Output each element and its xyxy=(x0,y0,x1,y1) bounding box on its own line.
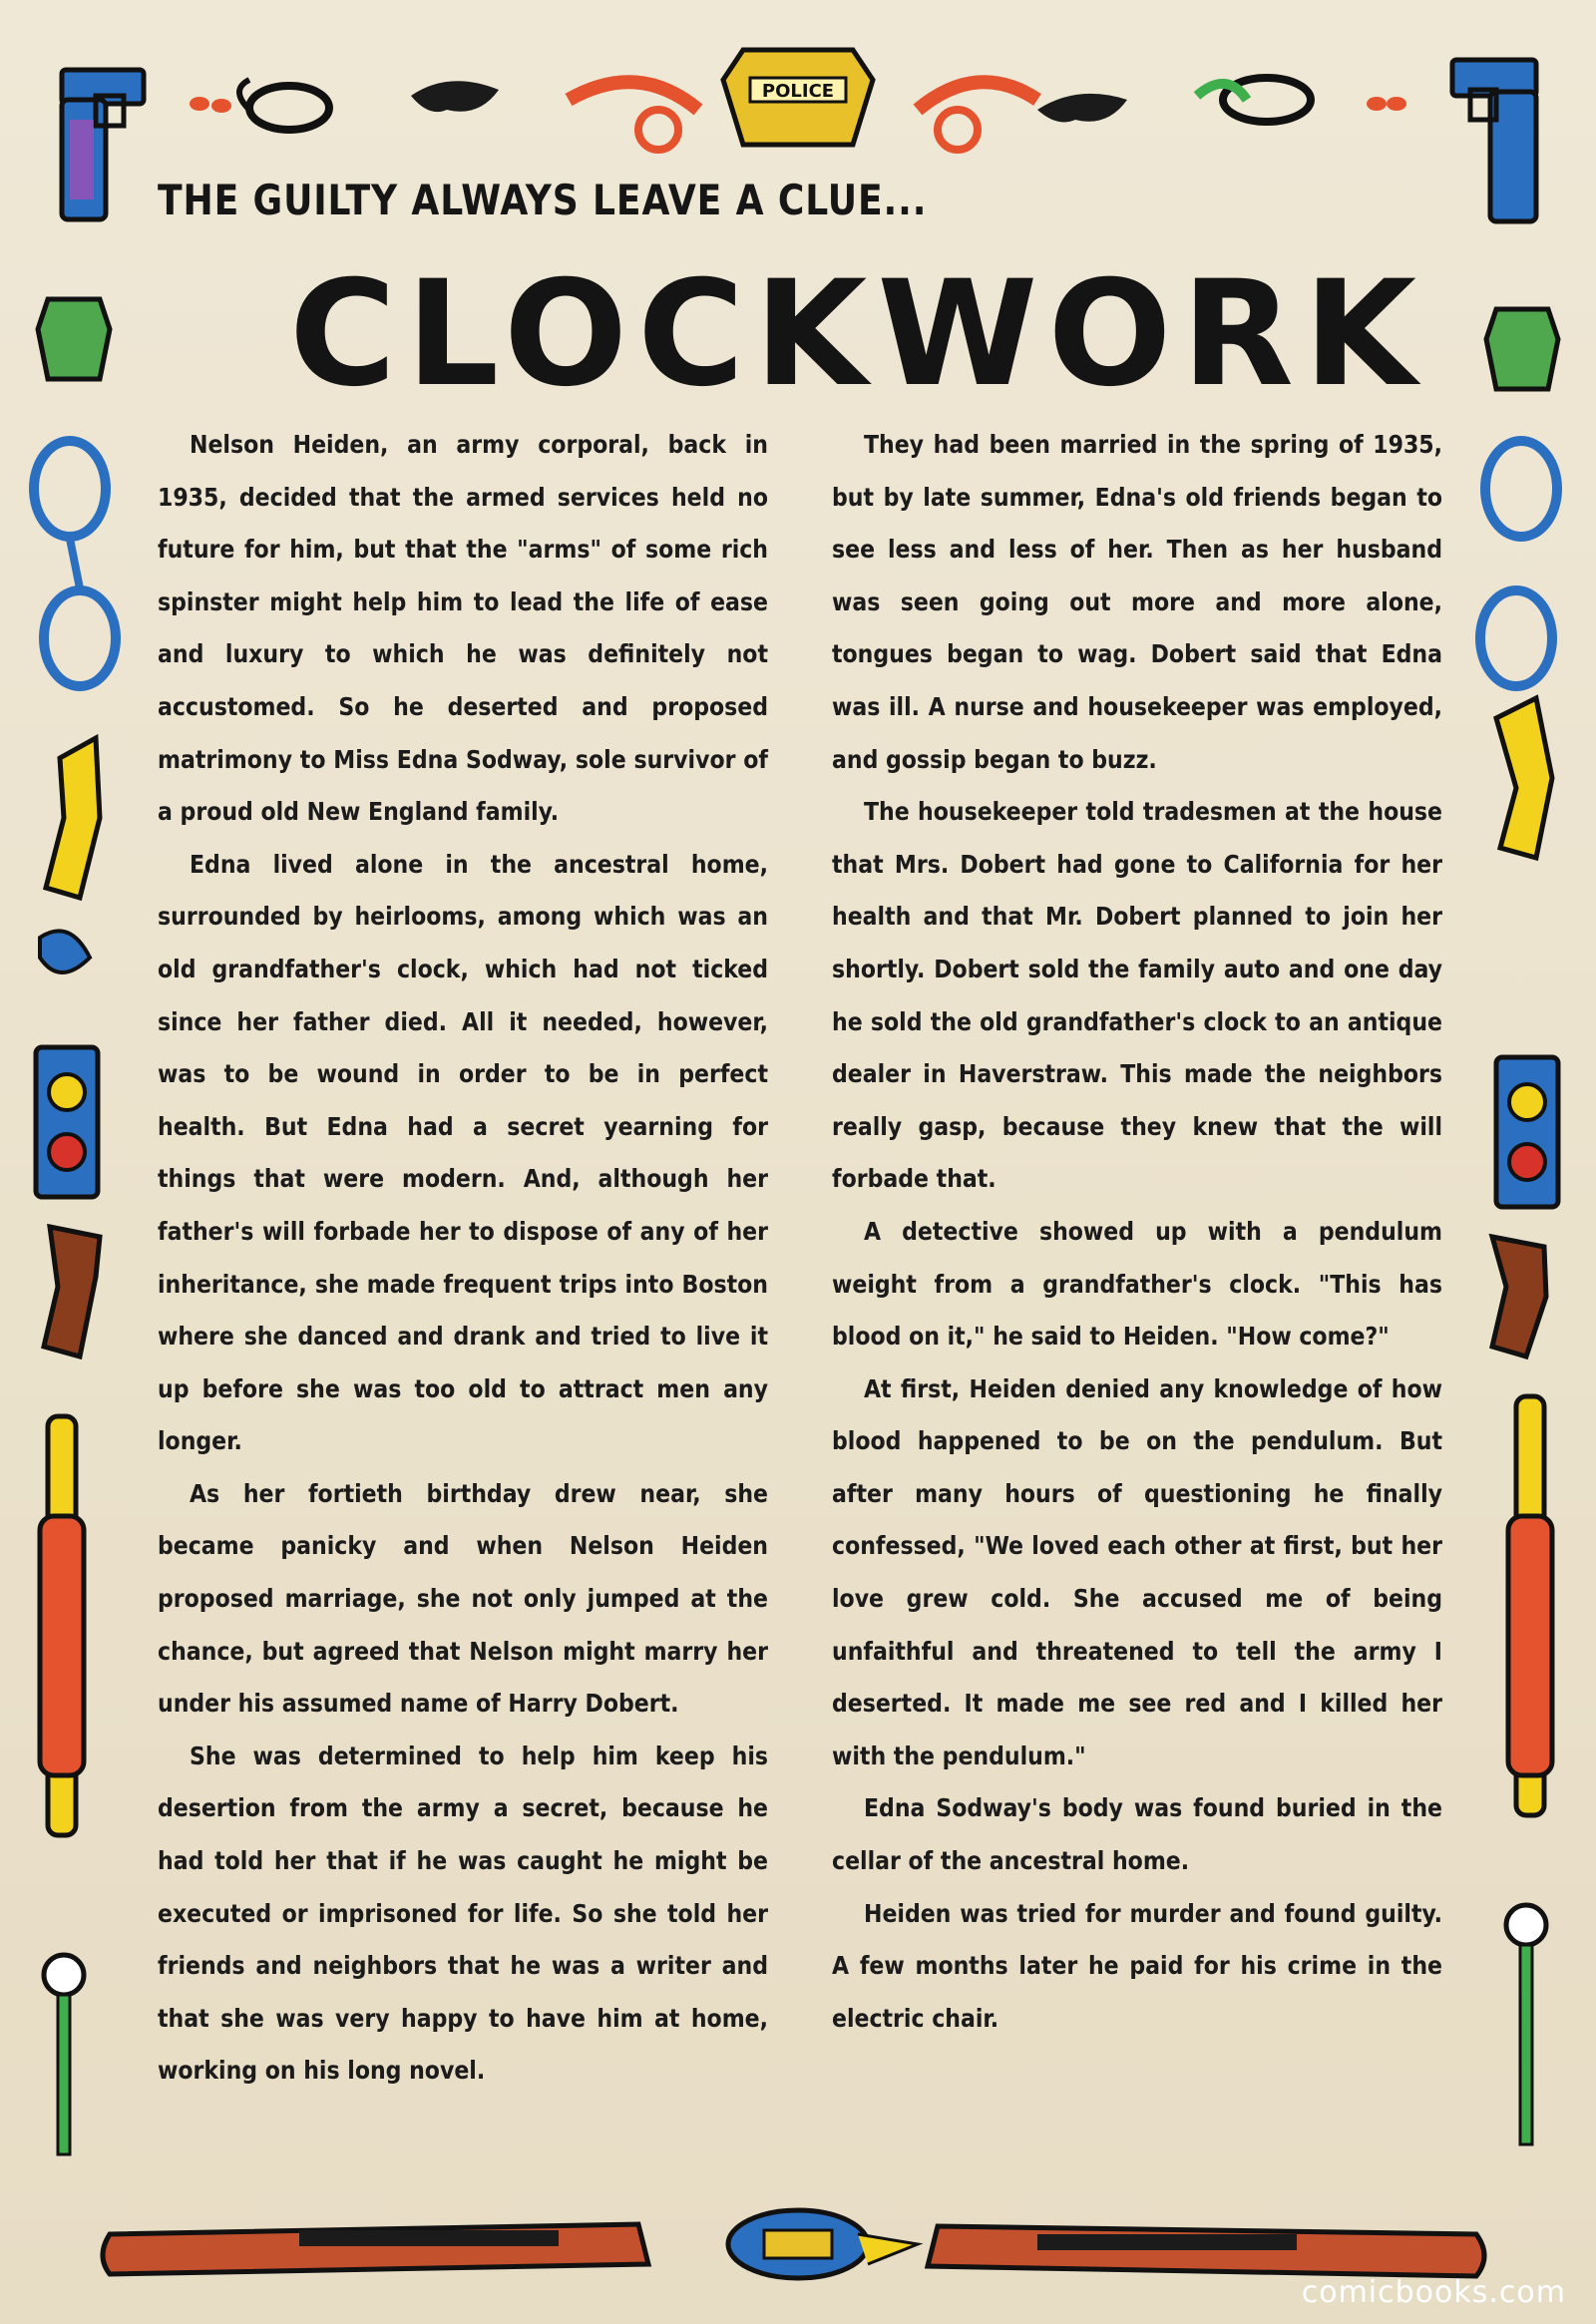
shotgun-icon xyxy=(103,2224,648,2274)
shotgun-icon xyxy=(928,2226,1484,2276)
story-body xyxy=(158,419,1442,2184)
story-paragraph: Heiden was tried for murder and found guilty. A few months later he paid for his crime in the electric chair. xyxy=(832,1898,1442,2033)
story-paragraph: She was determined to help him keep his desertion from the army a secret, because he had told her that if he was caught he might be executed or imprisoned for life. So she told her friends and neighbors that he was a writer and that she was very happy to have him at home, working on his long novel. xyxy=(158,1741,768,2086)
police-badge-icon xyxy=(723,50,873,145)
handcuffs-icon xyxy=(1197,78,1311,122)
revolver-icon xyxy=(1496,698,1552,858)
badge-icon xyxy=(38,299,110,379)
key-icon xyxy=(1506,1905,1546,2144)
pistol-icon xyxy=(1452,60,1536,221)
handcuffs-icon xyxy=(239,80,329,130)
story-subtitle: THE GUILTY ALWAYS LEAVE A CLUE... xyxy=(158,176,928,224)
traffic-light-icon xyxy=(1496,1057,1558,1207)
rifle-icon xyxy=(40,1416,84,1835)
story-paragraph: They had been married in the spring of 1935, but by late summer, Edna's old friends began to see less and less of her. Then as her husband was seen going out more and more alone, tongues began to wag. Dobert said that Edna was ill. A nurse and housekeeper was employed, and gossip began to buzz. xyxy=(832,430,1442,774)
traffic-light-icon xyxy=(36,1047,98,1197)
right-column xyxy=(832,419,1442,2184)
rifle-icon xyxy=(1508,1396,1552,1815)
handcuffs-icon xyxy=(34,441,116,686)
story-paragraph: At first, Heiden denied any knowledge of how blood happened to be on the pendulum. But after many hours of questioning he finally confessed, "We loved each other at first, but her love grew cold. She accused me of being unfaithful and threatened to tell the army I deserted. It made me see red and I killed her with the pendulum." xyxy=(832,1373,1442,1770)
story-paragraph: The housekeeper told tradesmen at the house that Mrs. Dobert had gone to California for her health and that Mr. Dobert planned to join her shortly. Dobert sold the family auto and one day he sold the old grandfather's clock to an antique dealer in Haverstraw. This made the neighbors really gasp, because they knew that the will forbade that. xyxy=(832,797,1442,1194)
pistol-icon xyxy=(1492,1237,1546,1356)
story-paragraph: Edna lived alone in the ancestral home, surrounded by heirlooms, among which was an old grandfather's clock, which had not ticked since her father died. All it needed, however, was to be wound in order to be in perfect health. But Edna had a secret yearning for things that were modern. And, although her father's will forbade her to dispose of any of her inheritance, she made frequent trips into Boston where she danced and drank and tried to live it up before she was too old to attract men any longer. xyxy=(158,849,768,1456)
svg-text:POLICE: POLICE xyxy=(761,81,835,102)
handcuffs-icon xyxy=(1480,441,1557,686)
key-icon xyxy=(44,1955,84,2154)
story-paragraph: As her fortieth birthday drew near, she became panicky and when Nelson Heiden proposed marriage, she not only jumped at the chance, but agreed that Nelson might marry her under his assumed name of Harry Dobert. xyxy=(158,1478,768,1719)
left-column xyxy=(158,419,768,2184)
story-paragraph: A detective showed up with a pendulum weight from a grandfather's clock. "This has blood on it," he said to Heiden. "How come?" xyxy=(832,1216,1442,1352)
story-title: CLOCKWORK xyxy=(289,249,1427,419)
pistol-icon xyxy=(62,70,144,219)
pistol-icon xyxy=(44,1227,100,1356)
revolver-icon xyxy=(40,738,100,972)
badge-icon xyxy=(1486,309,1558,389)
story-paragraph: Nelson Heiden, an army corporal, back in 1935, decided that the armed services held no future for him, but that the "arms" of some rich spinster might help him to lead the life of ease and luxury to which he was definitely not accustomed. So he deserted and proposed matrimony to Miss Edna Sodway, sole survivor of a proud old New England family. xyxy=(158,430,768,827)
site-watermark: comicbooks.com xyxy=(1301,2275,1566,2310)
story-paragraph: Edna Sodway's body was found buried in the cellar of the ancestral home. xyxy=(832,1793,1442,1876)
police-badge-icon xyxy=(728,2210,918,2278)
